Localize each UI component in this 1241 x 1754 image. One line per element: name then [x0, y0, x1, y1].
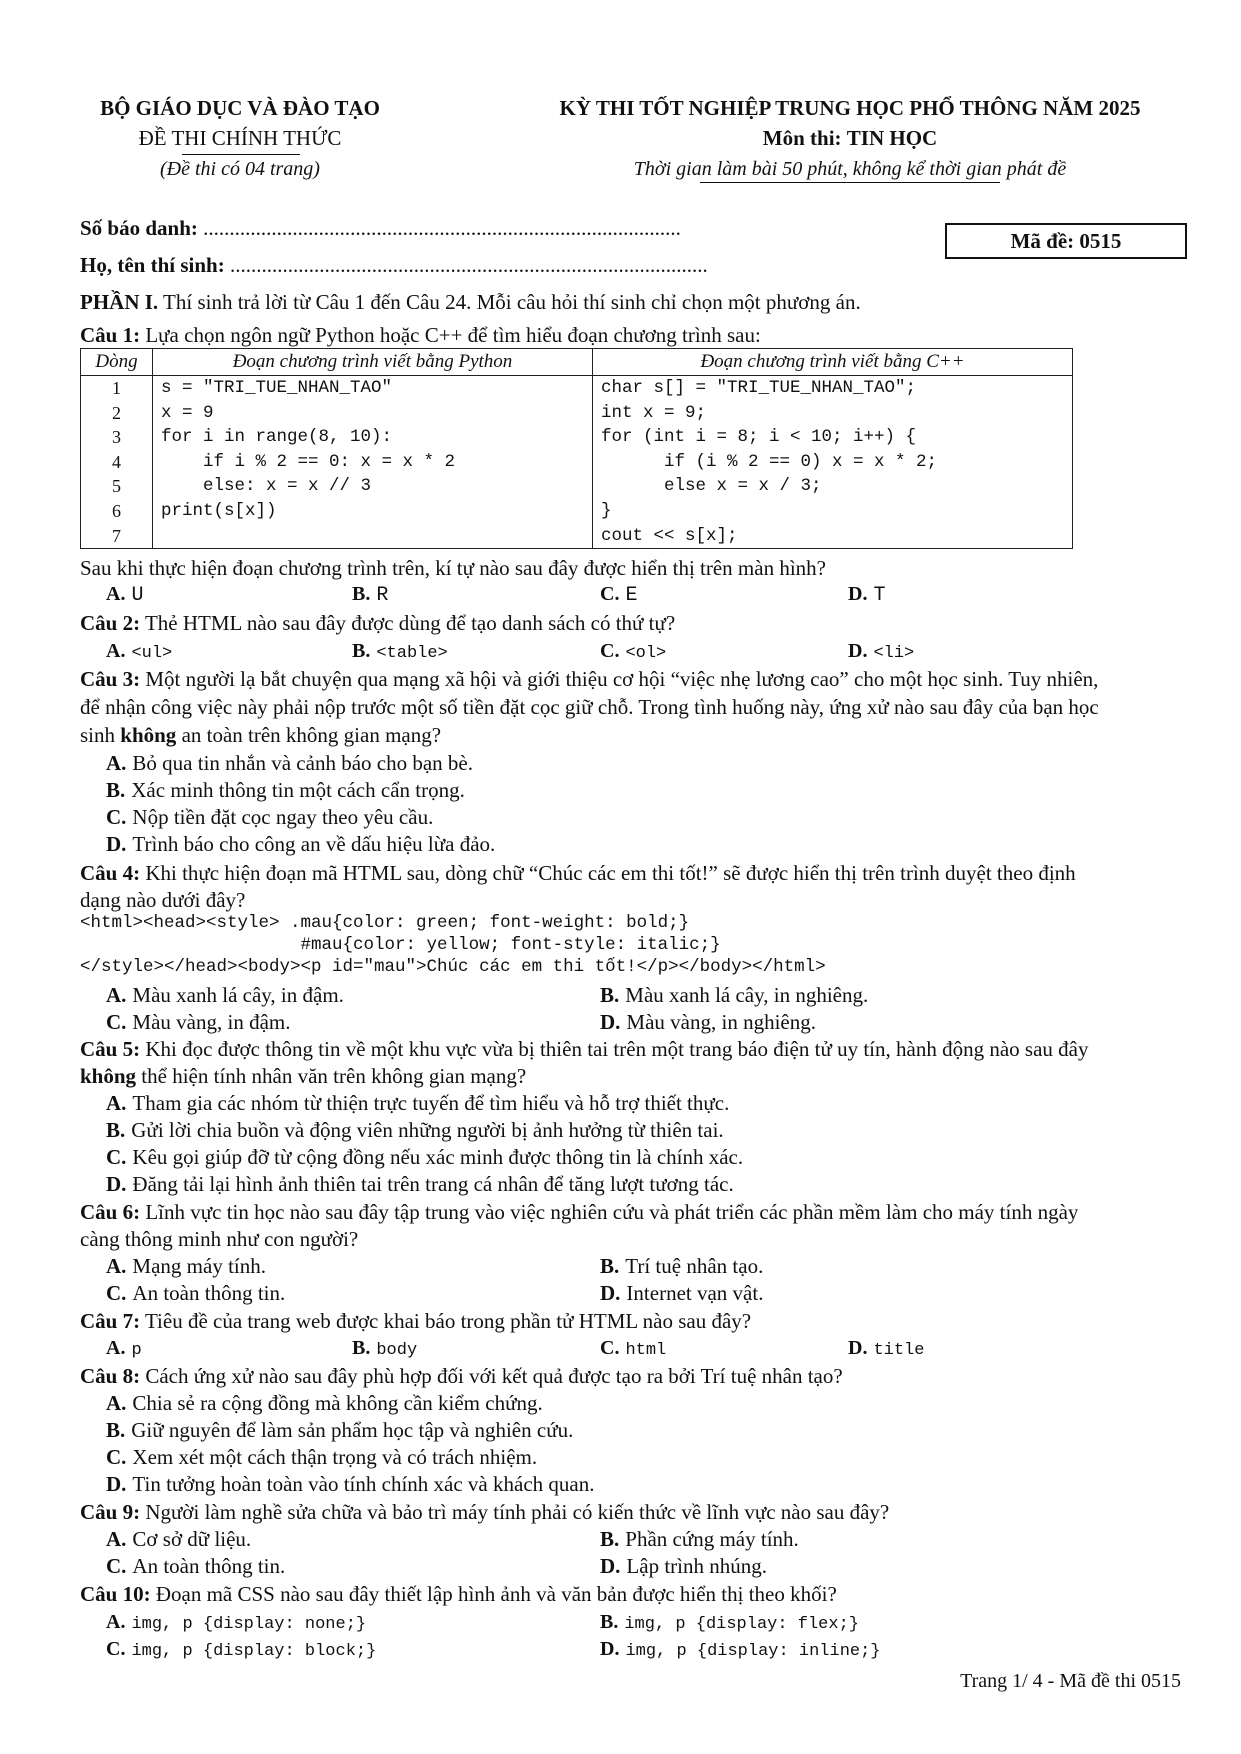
exam-title: KỲ THI TỐT NGHIỆP TRUNG HỌC PHỔ THÔNG NĂM 2025: [559, 96, 1141, 120]
cpp-line: cout << s[x];: [601, 525, 738, 546]
q10-option-a: [106, 1611, 366, 1634]
page-footer: Trang 1/ 4 - Mã đề thi 0515: [960, 1670, 1181, 1692]
option-text: U: [131, 584, 144, 607]
q9-label: Câu 9:: [80, 1500, 141, 1524]
q8-text: Cách ứng xử nào sau đây phù hợp đối với kết quả được tạo ra bởi Trí tuệ nhân tạo?: [140, 1364, 843, 1388]
option-letter: B.: [106, 1118, 126, 1142]
q8-option-b: [106, 1418, 573, 1443]
q1-text: Lựa chọn ngôn ngữ Python hoặc C++ để tìm hiểu đoạn chương trình sau:: [140, 323, 761, 347]
cpp-line: else x = x / 3;: [601, 476, 822, 497]
q5-text-2: thể hiện tính nhân văn trên không gian mạng?: [136, 1064, 527, 1088]
q6-option-a: [106, 1254, 266, 1279]
q3-label: Câu 3:: [80, 667, 141, 691]
option-text: img, p {display: flex;}: [624, 1615, 859, 1634]
option-text: Mạng máy tính.: [132, 1254, 266, 1278]
header-rule-right: [700, 182, 1000, 183]
option-letter: B.: [106, 1418, 126, 1442]
q4-line1: [80, 861, 1076, 886]
part1-line: [80, 290, 861, 315]
option-letter: C.: [106, 1638, 126, 1660]
q5-line2: [80, 1064, 526, 1089]
q7-option-a: [106, 1337, 142, 1360]
option-letter: B.: [106, 778, 126, 802]
option-text: Tham gia các nhóm từ thiện trực tuyến để tìm hiểu và hỗ trợ thiết thực.: [132, 1091, 730, 1115]
option-text: body: [376, 1341, 418, 1360]
q6-option-b: [600, 1254, 763, 1279]
subject-line: [500, 126, 1200, 151]
q5-option-d: [106, 1172, 734, 1197]
q4-code-line: <html><head><style> .mau{color: green; font-weight: bold;}: [80, 913, 690, 933]
option-letter: D.: [106, 832, 127, 856]
subject-label: Môn thi:: [762, 126, 842, 150]
q5-option-c: [106, 1145, 743, 1170]
option-text: html: [625, 1341, 667, 1360]
q9-text: Người làm nghề sửa chữa và bảo trì máy tính phải có kiến thức về lĩnh vực nào sau đây?: [140, 1500, 890, 1524]
q4-option-a: [106, 983, 344, 1008]
part1-text: Thí sinh trả lời từ Câu 1 đến Câu 24. Mỗi câu hỏi thí sinh chỉ chọn một phương án.: [158, 290, 861, 314]
option-text: <ul>: [131, 644, 173, 663]
option-letter: C.: [600, 583, 620, 605]
q8-stem: [80, 1364, 843, 1389]
subject-name: TIN HỌC: [846, 126, 938, 150]
option-letter: A.: [106, 640, 126, 662]
sbd-label: Số báo danh:: [80, 216, 198, 240]
q9-option-a: [106, 1527, 251, 1552]
part1-title: PHẦN I.: [80, 290, 159, 314]
option-text: T: [873, 584, 886, 607]
q8-option-a: [106, 1391, 543, 1416]
q10-text: Đoạn mã CSS nào sau đây thiết lập hình ảnh và văn bản được hiển thị theo khối?: [150, 1582, 837, 1606]
q10-option-d: [600, 1638, 881, 1661]
q4-option-c: [106, 1010, 290, 1035]
option-text: Bỏ qua tin nhắn và cảnh báo cho bạn bè.: [132, 751, 473, 775]
option-letter: D.: [600, 1281, 621, 1305]
option-text: Màu xanh lá cây, in đậm.: [132, 983, 344, 1007]
q5-emphasis: không: [80, 1064, 137, 1088]
q8-option-d: [106, 1472, 594, 1497]
q1-question: Sau khi thực hiện đoạn chương trình trên, kí tự nào sau đây được hiển thị trên màn hình?: [80, 556, 826, 580]
q1-option-d: [848, 583, 885, 607]
q1-option-a: [106, 583, 143, 607]
option-text: <li>: [873, 644, 915, 663]
q4-label: Câu 4:: [80, 861, 141, 885]
option-text: img, p {display: block;}: [131, 1642, 377, 1661]
line-number: 7: [112, 525, 121, 546]
header-rule-left: [182, 154, 300, 155]
official-label: ĐỀ THI CHÍNH THỨC: [138, 126, 342, 150]
line-number: 4: [112, 451, 121, 472]
pages-note: (Đề thi có 04 trang): [160, 158, 320, 180]
q3-option-c: [106, 805, 433, 830]
q3-emphasis: không: [120, 723, 177, 747]
q1-python-code: [153, 376, 593, 549]
option-text: An toàn thông tin.: [132, 1554, 286, 1578]
q1-label: Câu 1:: [80, 323, 141, 347]
option-letter: D.: [848, 1337, 868, 1359]
option-letter: A.: [106, 983, 127, 1007]
q2-option-d: [848, 640, 914, 663]
ministry-name: BỘ GIÁO DỤC VÀ ĐÀO TẠO: [100, 96, 380, 120]
line-number: 2: [112, 402, 121, 423]
q10-option-c: [106, 1638, 376, 1661]
q7-stem: [80, 1309, 751, 1334]
q6-line1: [80, 1200, 1078, 1225]
q3-text-3a: sinh: [80, 723, 121, 747]
option-text: Xem xét một cách thận trọng và có trách nhiệm.: [132, 1445, 538, 1469]
q2-option-b: [352, 640, 448, 663]
option-text: Internet vạn vật.: [626, 1281, 764, 1305]
q5-option-a: [106, 1091, 729, 1116]
q3-option-b: [106, 778, 465, 803]
time-note: Thời gian làm bài 50 phút, không kể thời gian phát đề: [633, 158, 1067, 180]
option-text: R: [376, 584, 389, 607]
python-line: [161, 524, 584, 549]
cpp-line: }: [601, 500, 612, 521]
option-text: Lập trình nhúng.: [626, 1554, 767, 1578]
option-letter: C.: [600, 640, 620, 662]
q4-text-1: Khi thực hiện đoạn mã HTML sau, dòng chữ “Chúc các em thi tốt!” sẽ được hiển thị trên trình duyệt theo định: [140, 861, 1076, 885]
option-text: Màu vàng, in nghiêng.: [626, 1010, 816, 1034]
option-letter: A.: [106, 1611, 126, 1633]
q1-header-line: Dòng: [81, 349, 153, 376]
line-number: 1: [112, 378, 121, 398]
q3-option-d: [106, 832, 495, 857]
q5-label: Câu 5:: [80, 1037, 141, 1061]
option-text: Nộp tiền đặt cọc ngay theo yêu cầu.: [132, 805, 434, 829]
option-text: Chia sẻ ra cộng đồng mà không cần kiểm chứng.: [132, 1391, 543, 1415]
q7-text: Tiêu đề của trang web được khai báo trong phần tử HTML nào sau đây?: [140, 1309, 752, 1333]
option-text: Đăng tải lại hình ảnh thiên tai trên trang cá nhân để tăng lượt tương tác.: [132, 1172, 734, 1196]
option-text: <ol>: [625, 644, 667, 663]
option-text: Trí tuệ nhân tạo.: [625, 1254, 764, 1278]
option-letter: A.: [106, 1254, 127, 1278]
q3-line2: để nhận công việc này phải nộp trước một số tiền đặt cọc giữ chỗ. Trong tình huống này, ứng xử nào sau đây của bạn học: [80, 695, 1099, 719]
q2-label: Câu 2:: [80, 611, 141, 635]
option-text: Kêu gọi giúp đỡ từ cộng đồng nếu xác minh được thông tin là chính xác.: [132, 1145, 744, 1169]
q6-text-1: Lĩnh vực tin học nào sau đây tập trung vào việc nghiên cứu và phát triển các phần mềm làm cho máy tính ngày: [140, 1200, 1079, 1224]
sbd-dots: ...........................................................................................: [203, 216, 681, 240]
q8-option-c: [106, 1445, 537, 1470]
python-line: if i % 2 == 0: x = x * 2: [161, 451, 456, 472]
q2-text: Thẻ HTML nào sau đây được dùng để tạo danh sách có thứ tự?: [140, 611, 676, 635]
cpp-line: char s[] = "TRI_TUE_NHAN_TAO";: [601, 378, 917, 398]
q2-option-a: [106, 640, 172, 663]
ma-de-box: Mã đề: 0515: [945, 223, 1187, 259]
q9-option-c: [106, 1554, 285, 1579]
option-letter: D.: [848, 583, 868, 605]
option-text: p: [131, 1341, 142, 1360]
name-dots: ...........................................................................................: [229, 253, 708, 277]
option-letter: D.: [600, 1638, 620, 1660]
q6-line2: càng thông minh như con người?: [80, 1227, 359, 1251]
option-letter: B.: [600, 983, 620, 1007]
option-letter: C.: [106, 1554, 127, 1578]
python-line: s = "TRI_TUE_NHAN_TAO": [161, 378, 393, 398]
q1-header-cpp: Đoạn chương trình viết bằng C++: [593, 349, 1073, 376]
option-letter: A.: [106, 1527, 127, 1551]
q1-line-numbers: [81, 376, 153, 549]
q4-option-b: [600, 983, 868, 1008]
line-number: 5: [112, 476, 121, 497]
option-letter: A.: [106, 1391, 127, 1415]
option-letter: A.: [106, 1091, 127, 1115]
option-letter: B.: [600, 1254, 620, 1278]
q7-option-b: [352, 1337, 417, 1360]
q1-stem: [80, 323, 761, 348]
option-letter: C.: [106, 1010, 127, 1034]
option-letter: C.: [600, 1337, 620, 1359]
python-line: else: x = x // 3: [161, 476, 372, 497]
option-letter: C.: [106, 1445, 127, 1469]
option-text: <table>: [376, 644, 448, 663]
q1-option-b: [352, 583, 388, 607]
option-text: Cơ sở dữ liệu.: [132, 1527, 252, 1551]
option-letter: B.: [352, 1337, 371, 1359]
option-letter: B.: [352, 640, 371, 662]
python-line: for i in range(8, 10):: [161, 427, 393, 448]
line-number: 3: [112, 427, 121, 448]
q3-option-a: [106, 751, 473, 776]
option-letter: A.: [106, 583, 126, 605]
name-line: [80, 253, 708, 278]
q10-option-b: [600, 1611, 859, 1634]
q3-line3: [80, 723, 441, 748]
q6-option-d: [600, 1281, 763, 1306]
option-text: Màu xanh lá cây, in nghiêng.: [625, 983, 869, 1007]
q3-line1: [80, 667, 1098, 692]
option-letter: D.: [600, 1010, 621, 1034]
q1-option-c: [600, 583, 637, 607]
option-letter: A.: [106, 1337, 126, 1359]
option-text: E: [625, 584, 638, 607]
cpp-line: for (int i = 8; i < 10; i++) {: [601, 427, 917, 448]
q8-label: Câu 8:: [80, 1364, 141, 1388]
option-text: title: [873, 1341, 925, 1360]
q9-option-b: [600, 1527, 799, 1552]
q10-stem: [80, 1582, 837, 1607]
option-text: Màu vàng, in đậm.: [132, 1010, 291, 1034]
sbd-line: [80, 216, 681, 241]
q1-cpp-code: [593, 376, 1073, 549]
q2-option-c: [600, 640, 666, 663]
option-letter: C.: [106, 1145, 127, 1169]
option-letter: B.: [600, 1527, 620, 1551]
line-number: 6: [112, 500, 121, 521]
q7-label: Câu 7:: [80, 1309, 141, 1333]
option-letter: B.: [600, 1611, 619, 1633]
q5-line1: [80, 1037, 1088, 1062]
q9-option-d: [600, 1554, 767, 1579]
option-text: Phần cứng máy tính.: [625, 1527, 799, 1551]
q7-option-c: [600, 1337, 666, 1360]
q3-text-3c: an toàn trên không gian mạng?: [176, 723, 442, 747]
q7-option-d: [848, 1337, 924, 1360]
option-letter: D.: [848, 640, 868, 662]
q3-text-1: Một người lạ bắt chuyện qua mạng xã hội và giới thiệu cơ hội “việc nhẹ lương cao” cho một học sinh. Tuy nhiên,: [140, 667, 1099, 691]
option-letter: D.: [106, 1172, 127, 1196]
option-text: Trình báo cho công an về dấu hiệu lừa đảo.: [132, 832, 496, 856]
q4-option-d: [600, 1010, 816, 1035]
q9-stem: [80, 1500, 889, 1525]
option-text: Tin tưởng hoàn toàn vào tính chính xác và khách quan.: [132, 1472, 595, 1496]
option-letter: D.: [106, 1472, 127, 1496]
q4-code-line: #mau{color: yellow; font-style: italic;}: [80, 935, 721, 955]
q5-option-b: [106, 1118, 724, 1143]
option-letter: C.: [106, 1281, 127, 1305]
python-line: print(s[x]): [161, 500, 277, 521]
cpp-line: if (i % 2 == 0) x = x * 2;: [601, 451, 938, 472]
option-text: Giữ nguyên để làm sản phẩm học tập và nghiên cứu.: [131, 1418, 574, 1442]
q5-text-1: Khi đọc được thông tin về một khu vực vừa bị thiên tai trên một trang báo điện tử uy tín, hành động nào sau đây: [140, 1037, 1089, 1061]
option-text: img, p {display: none;}: [131, 1615, 367, 1634]
option-letter: A.: [106, 751, 127, 775]
q1-header-python: Đoạn chương trình viết bằng Python: [153, 349, 593, 376]
option-letter: B.: [352, 583, 371, 605]
q4-line2: dạng nào dưới đây?: [80, 888, 246, 912]
q1-code-table: [80, 348, 1073, 549]
option-text: An toàn thông tin.: [132, 1281, 286, 1305]
q6-option-c: [106, 1281, 285, 1306]
q2-stem: [80, 611, 675, 636]
option-text: Xác minh thông tin một cách cẩn trọng.: [131, 778, 465, 802]
option-letter: C.: [106, 805, 127, 829]
option-text: img, p {display: inline;}: [625, 1642, 881, 1661]
cpp-line: int x = 9;: [601, 402, 707, 423]
option-text: Gửi lời chia buồn và động viên những người bị ảnh hưởng từ thiên tai.: [131, 1118, 724, 1142]
python-line: x = 9: [161, 402, 214, 423]
name-label: Họ, tên thí sinh:: [80, 253, 225, 277]
q4-code-line: </style></head><body><p id="mau">Chúc các em thi tốt!</p></body></html>: [80, 957, 826, 977]
q6-label: Câu 6:: [80, 1200, 141, 1224]
option-letter: D.: [600, 1554, 621, 1578]
q10-label: Câu 10:: [80, 1582, 151, 1606]
